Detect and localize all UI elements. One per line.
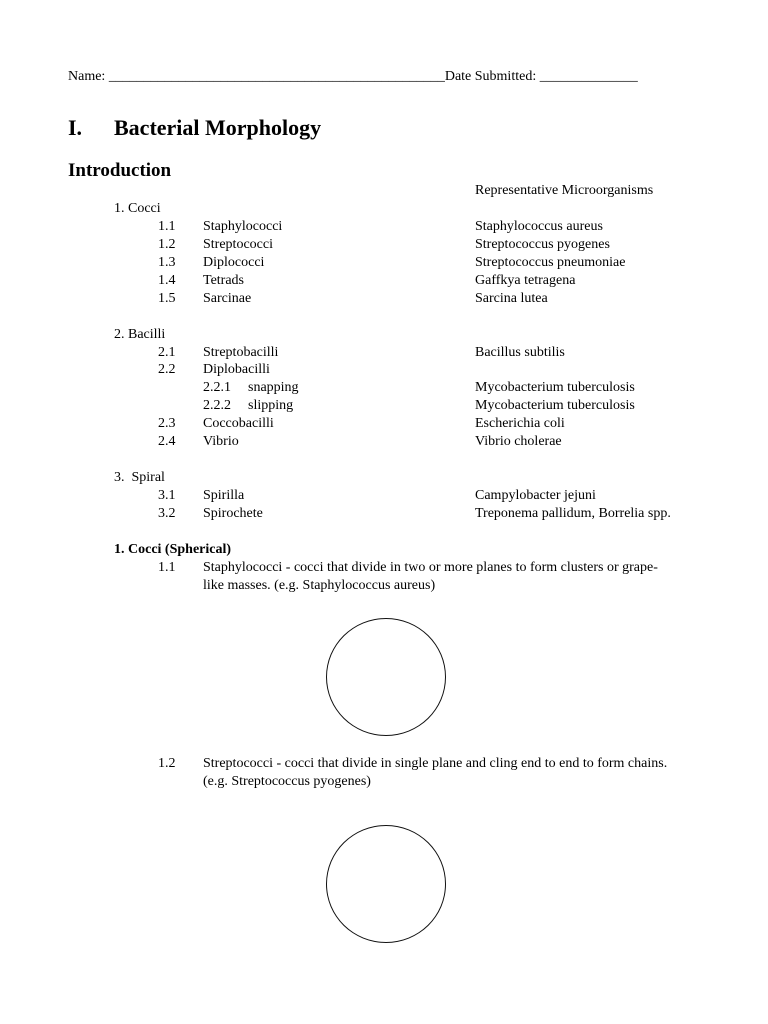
list-item-example: Vibrio cholerae bbox=[475, 434, 562, 449]
list-item-example: Escherichia coli bbox=[475, 416, 565, 431]
list-item-name: Tetrads bbox=[203, 273, 245, 288]
list-item-example: Campylobacter jejuni bbox=[475, 488, 596, 503]
list-item-num: 1.1 bbox=[158, 219, 176, 234]
list-item-name: Diplobacilli bbox=[203, 362, 270, 377]
list-item-name: Streptobacilli bbox=[203, 345, 279, 360]
list-item-example: Mycobacterium tuberculosis bbox=[475, 398, 635, 413]
list-item-num: 1.4 bbox=[158, 273, 176, 288]
list-item-name: Staphylococci bbox=[203, 219, 283, 234]
sub-item-num: 2.2.2 bbox=[203, 398, 231, 413]
list-item-name: Coccobacilli bbox=[203, 416, 274, 431]
drawing-circle-staphylococci bbox=[326, 618, 446, 736]
introduction-heading: Introduction bbox=[68, 160, 172, 181]
list-item-example: Bacillus subtilis bbox=[475, 345, 565, 360]
group-label-cocci: 1. Cocci bbox=[114, 201, 161, 216]
list-item-example: Gaffkya tetragena bbox=[475, 273, 576, 288]
title-text: Bacterial Morphology bbox=[114, 115, 322, 140]
group-label-bacilli: 2. Bacilli bbox=[114, 327, 166, 342]
list-item-num: 2.4 bbox=[158, 434, 176, 449]
list-item-name: Spirilla bbox=[203, 488, 245, 503]
list-item-num: 2.1 bbox=[158, 345, 176, 360]
detail-item-num: 1.2 bbox=[158, 756, 176, 771]
document-title bbox=[68, 115, 322, 141]
date-label: Date Submitted: bbox=[444, 69, 537, 84]
detail-item-line: Streptococci - cocci that divide in single plane and cling end to end to form chains. bbox=[203, 756, 668, 771]
group-label-spiral: 3. Spiral bbox=[114, 470, 165, 485]
list-item-num: 1.3 bbox=[158, 255, 176, 270]
list-item-name: Diplococci bbox=[203, 255, 265, 270]
list-item-num: 3.1 bbox=[158, 488, 176, 503]
sub-item-name: slipping bbox=[248, 398, 294, 413]
detail-item-line: Staphylococci - cocci that divide in two or more planes to form clusters or grape- bbox=[203, 560, 658, 575]
representative-microorganisms-header: Representative Microorganisms bbox=[475, 183, 654, 198]
drawing-circle-streptococci bbox=[326, 825, 446, 943]
section-heading-cocci-spherical: 1. Cocci (Spherical) bbox=[114, 542, 232, 557]
name-field bbox=[68, 68, 638, 85]
list-item-num: 2.2 bbox=[158, 362, 176, 377]
date-blank-line[interactable]: ______________ bbox=[539, 69, 638, 84]
list-item-name: Vibrio bbox=[203, 434, 239, 449]
name-blank-line[interactable]: ________________________________________________ bbox=[108, 69, 445, 84]
detail-item-num: 1.1 bbox=[158, 560, 176, 575]
sub-item-name: snapping bbox=[248, 380, 299, 395]
list-item-name: Sarcinae bbox=[203, 291, 252, 306]
list-item-example: Sarcina lutea bbox=[475, 291, 548, 306]
list-item-num: 1.2 bbox=[158, 237, 176, 252]
list-item-example: Mycobacterium tuberculosis bbox=[475, 380, 635, 395]
sub-item-num: 2.2.1 bbox=[203, 380, 231, 395]
list-item-example: Streptococcus pyogenes bbox=[475, 237, 610, 252]
detail-item-line: (e.g. Streptococcus pyogenes) bbox=[203, 774, 371, 789]
list-item-num: 3.2 bbox=[158, 506, 176, 521]
name-label: Name: bbox=[68, 69, 106, 84]
list-item-example: Staphylococcus aureus bbox=[475, 219, 603, 234]
list-item-num: 1.5 bbox=[158, 291, 176, 306]
list-item-example: Streptococcus pneumoniae bbox=[475, 255, 626, 270]
list-item-name: Spirochete bbox=[203, 506, 263, 521]
list-item-example: Treponema pallidum, Borrelia spp. bbox=[475, 506, 671, 521]
list-item-name: Streptococci bbox=[203, 237, 273, 252]
detail-item-line: like masses. (e.g. Staphylococcus aureus) bbox=[203, 578, 436, 593]
list-item-num: 2.3 bbox=[158, 416, 176, 431]
title-numeral: I. bbox=[68, 115, 83, 140]
